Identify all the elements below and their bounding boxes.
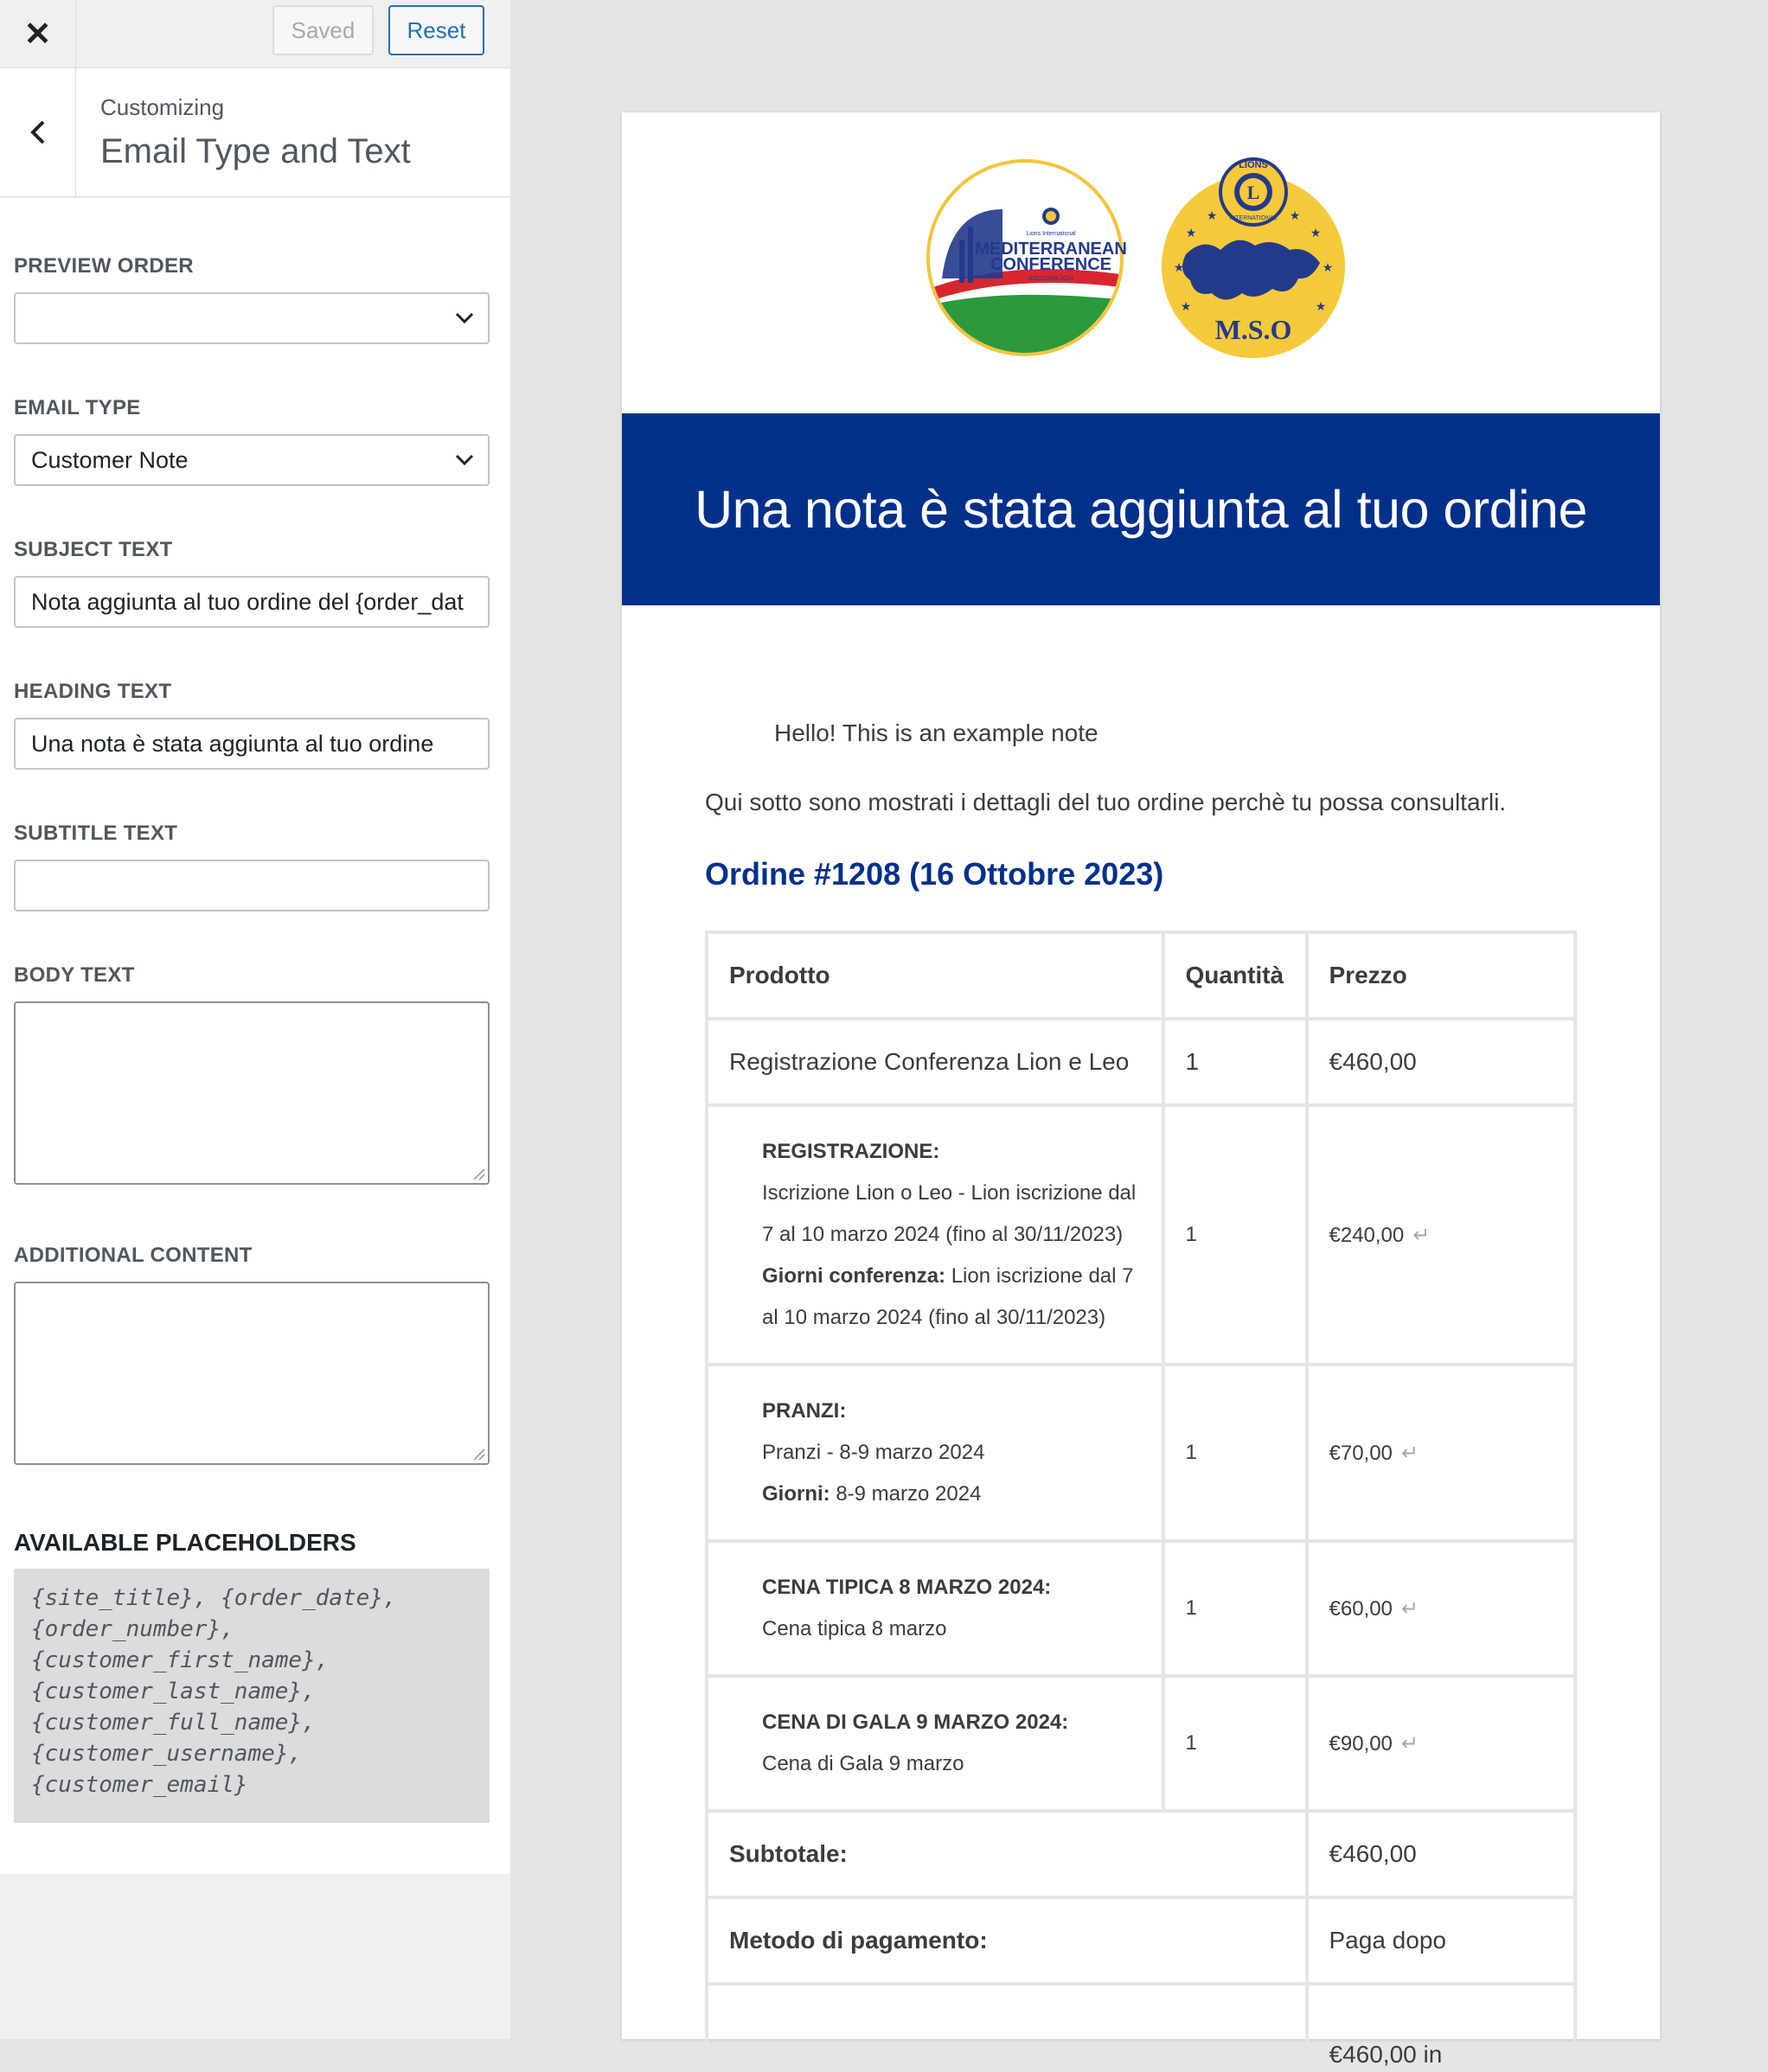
- saved-button[interactable]: Saved: [272, 5, 374, 55]
- email-intro: Qui sotto sono mostrati i dettagli del tuo ordine perchè tu possa consultarli.: [705, 789, 1507, 815]
- reset-button[interactable]: Reset: [388, 5, 484, 55]
- item-price-cell: [1307, 1105, 1576, 1365]
- product-qty: 1: [1163, 1019, 1307, 1105]
- svg-text:BOLOGNA 2024: BOLOGNA 2024: [1028, 276, 1073, 282]
- table-row: [707, 1541, 1575, 1676]
- item-price-cell: [1307, 1541, 1576, 1676]
- back-button[interactable]: [0, 68, 76, 196]
- item-qty: 1: [1163, 1541, 1307, 1676]
- column-header-quantity: Quantità: [1163, 932, 1307, 1019]
- email-type-value: Customer Note: [31, 446, 189, 473]
- item-desc: Cena tipica 8 marzo: [762, 1617, 947, 1640]
- preview-order-select[interactable]: [14, 292, 490, 344]
- subtitle-text-input[interactable]: [14, 860, 490, 911]
- email-type-label: EMAIL TYPE: [14, 396, 141, 419]
- payment-value: Paga dopo: [1307, 1897, 1576, 1984]
- table-row: [707, 1019, 1575, 1105]
- svg-text:INTERNATIONAL: INTERNATIONAL: [1229, 215, 1278, 221]
- table-row: [707, 1676, 1575, 1811]
- placeholder-line: {customer_full_name},: [31, 1710, 316, 1736]
- item-qty: 1: [1163, 1676, 1307, 1811]
- body-text-label: BODY TEXT: [14, 963, 135, 987]
- svg-text:★: ★: [1315, 300, 1327, 314]
- section-header: [0, 68, 510, 197]
- item-meta-key: Giorni:: [762, 1482, 830, 1506]
- additional-content-label: ADDITIONAL CONTENT: [14, 1244, 253, 1267]
- svg-text:CONFERENCE: CONFERENCE: [990, 255, 1112, 274]
- subtitle-text-label: SUBTITLE TEXT: [14, 822, 178, 845]
- order-title-link[interactable]: Ordine #1208 (16 Ottobre 2023): [705, 856, 1164, 892]
- item-price-cell: [1307, 1365, 1576, 1541]
- subtotal-value: €460,00: [1307, 1811, 1576, 1897]
- item-heading: CENA TIPICA 8 MARZO 2024:: [762, 1576, 1052, 1599]
- svg-text:M.S.O: M.S.O: [1214, 314, 1292, 345]
- placeholder-line: {customer_last_name},: [31, 1679, 316, 1704]
- customer-note: Hello! This is an example note: [774, 719, 1099, 746]
- placeholder-line: {customer_first_name},: [31, 1647, 330, 1673]
- body-text-textarea[interactable]: [14, 1001, 490, 1185]
- table-header-row: [707, 932, 1575, 1019]
- chevron-down-icon: [455, 454, 474, 466]
- return-arrow-icon: ↵: [1400, 1731, 1419, 1755]
- payment-label: Metodo di pagamento:: [707, 1897, 1307, 1984]
- additional-content-textarea[interactable]: [14, 1282, 490, 1465]
- placeholder-line: {customer_email}: [31, 1772, 248, 1798]
- return-arrow-icon: ↵: [1400, 1441, 1419, 1465]
- heading-text-label: HEADING TEXT: [14, 680, 172, 703]
- svg-text:★: ★: [1322, 261, 1334, 275]
- mediterranean-conference-logo: [925, 157, 1125, 358]
- mso-lions-logo: [1160, 150, 1347, 361]
- customizer-topbar: [0, 0, 510, 68]
- item-meta: [707, 1676, 1163, 1811]
- item-meta-value: 8-9 marzo 2024: [830, 1482, 982, 1506]
- payment-row: [707, 1897, 1575, 1984]
- resize-grip-icon[interactable]: [471, 1447, 485, 1461]
- subtotal-label: Subtotale:: [707, 1811, 1307, 1897]
- product-price: €460,00: [1307, 1019, 1576, 1105]
- svg-text:★: ★: [1185, 227, 1197, 240]
- item-meta: [707, 1541, 1163, 1676]
- svg-text:MEDITERRANEAN: MEDITERRANEAN: [975, 240, 1127, 259]
- item-qty: 1: [1163, 1365, 1307, 1541]
- item-price: €90,00: [1329, 1731, 1393, 1755]
- sidebar-footer: [0, 1875, 510, 2039]
- subject-text-label: SUBJECT TEXT: [14, 538, 173, 561]
- placeholders-title: AVAILABLE PLACEHOLDERS: [14, 1529, 356, 1556]
- total-label: [707, 1984, 1307, 2070]
- email-preview-pane: [511, 0, 1768, 2068]
- item-meta-key: Giorni conferenza:: [762, 1264, 946, 1288]
- table-row: [707, 1105, 1575, 1365]
- return-arrow-icon: ↵: [1400, 1596, 1419, 1621]
- close-icon[interactable]: ✕: [0, 0, 76, 67]
- subject-text-input[interactable]: Nota aggiunta al tuo ordine del {order_dat: [14, 576, 490, 628]
- svg-text:Lions International: Lions International: [1026, 231, 1076, 237]
- resize-grip-icon[interactable]: [471, 1167, 485, 1180]
- total-row: [707, 1984, 1575, 2070]
- svg-text:LIONS: LIONS: [1239, 160, 1268, 170]
- item-price: €240,00: [1329, 1223, 1405, 1247]
- email-heading: Una nota è stata aggiunta al tuo ordine: [695, 480, 1587, 539]
- placeholders-list: [14, 1569, 490, 1823]
- return-arrow-icon: ↵: [1412, 1223, 1431, 1247]
- svg-text:L: L: [1246, 182, 1260, 203]
- email-logo-area: [622, 112, 1660, 413]
- email-preview: [622, 112, 1660, 2068]
- item-desc: Pranzi - 8-9 marzo 2024: [762, 1441, 985, 1464]
- email-type-select[interactable]: [14, 434, 490, 486]
- column-header-price: Prezzo: [1307, 932, 1576, 1019]
- product-name: Registrazione Conferenza Lion e Leo: [707, 1019, 1163, 1105]
- placeholder-line: {order_number},: [31, 1616, 234, 1642]
- item-price-cell: [1307, 1676, 1576, 1811]
- heading-text-input[interactable]: Una nota è stata aggiunta al tuo ordine: [14, 718, 490, 770]
- customizing-label: Customizing: [100, 94, 225, 120]
- item-meta-value: Lion iscrizione dal 7 al 10 marzo 2024 (fino al 30/11/2023): [762, 1264, 1134, 1329]
- table-row: [707, 1365, 1575, 1541]
- placeholder-line: {customer_username},: [31, 1741, 303, 1767]
- item-heading: CENA DI GALA 9 MARZO 2024:: [762, 1711, 1069, 1734]
- item-desc: Cena di Gala 9 marzo: [762, 1752, 964, 1775]
- svg-text:★: ★: [1180, 300, 1192, 314]
- item-price: €70,00: [1329, 1441, 1393, 1465]
- item-meta: [707, 1105, 1163, 1365]
- item-heading: REGISTRAZIONE:: [762, 1140, 940, 1163]
- item-heading: PRANZI:: [762, 1399, 847, 1423]
- chevron-left-icon: [29, 119, 48, 145]
- placeholder-line: {site_title}, {order_date},: [31, 1585, 397, 1611]
- item-price: €60,00: [1329, 1596, 1393, 1621]
- svg-text:★: ★: [1206, 209, 1218, 223]
- email-header-band: [622, 413, 1660, 605]
- column-header-product: Prodotto: [707, 932, 1163, 1019]
- svg-text:★: ★: [1289, 209, 1301, 223]
- svg-text:★: ★: [1310, 227, 1322, 240]
- svg-text:★: ★: [1173, 261, 1185, 275]
- item-qty: 1: [1163, 1105, 1307, 1365]
- item-desc: Iscrizione Lion o Leo - Lion iscrizione dal 7 al 10 marzo 2024 (fino al 30/11/2023): [762, 1181, 1137, 1246]
- total-value: €460,00 in: [1307, 1984, 1576, 2070]
- preview-order-label: PREVIEW ORDER: [14, 254, 194, 278]
- item-meta: [707, 1365, 1163, 1541]
- chevron-down-icon: [455, 312, 474, 324]
- customizer-sidebar: [0, 0, 510, 2039]
- order-details-table: [705, 930, 1577, 2072]
- subtotal-row: [707, 1811, 1575, 1897]
- section-title: Email Type and Text: [100, 132, 411, 170]
